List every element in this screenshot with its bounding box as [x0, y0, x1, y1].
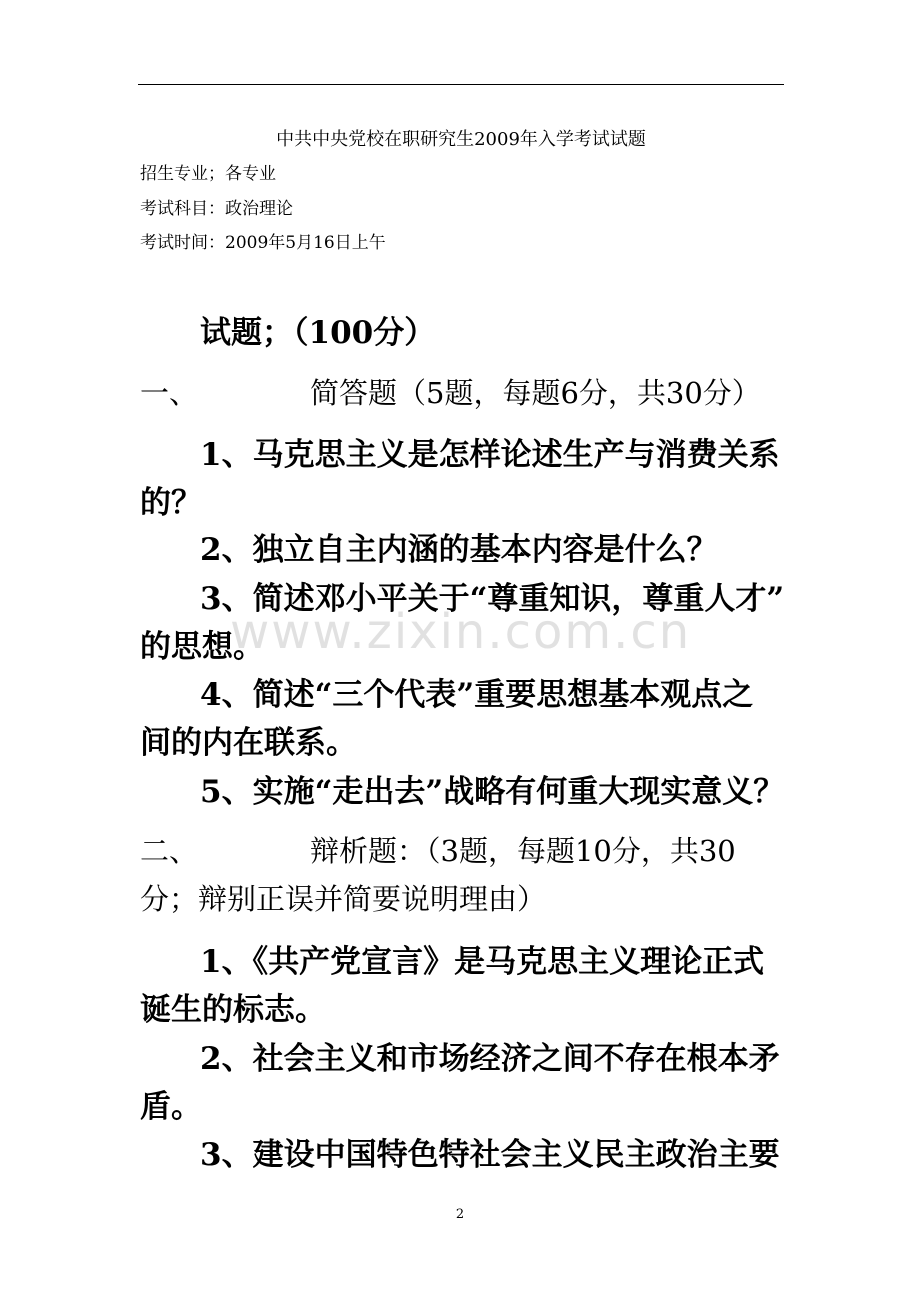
watermark: www.zixin.com.cn [230, 604, 692, 660]
s1-question1-line1: 1、马克思主义是怎样论述生产与消费关系 [200, 437, 780, 473]
time-line: 考试时间：2009年5月16日上午 [140, 233, 386, 253]
section2-label: 二、 [140, 834, 199, 868]
s1-question2: 2、独立自主内涵的基本内容是什么？ [200, 532, 718, 568]
page-number: 2 [455, 1207, 465, 1222]
s2-question2-line2: 盾。 [140, 1089, 202, 1125]
section2-title: 辩析题：（3题，每题10分，共30 [310, 834, 736, 868]
subject-line: 考试科目：政治理论 [140, 199, 293, 219]
s2-question1-line2: 诞生的标志。 [140, 992, 326, 1028]
section1-label: 一、 [140, 376, 199, 410]
s1-question3-line1: 3、简述邓小平关于“尊重知识，尊重人才” [200, 581, 785, 617]
s1-question4-line2: 间的内在联系。 [140, 725, 357, 761]
s1-question5: 5、实施“走出去”战略有何重大现实意义？ [200, 774, 785, 810]
s1-question3-line2: 的思想。 [140, 629, 264, 665]
exam-heading: 试题；（100分） [200, 315, 436, 351]
exam-title: 中共中央党校在职研究生2009年入学考试试题 [276, 129, 646, 150]
s1-question4-line1: 4、简述“三个代表”重要思想基本观点之 [200, 677, 754, 713]
header-rule [138, 84, 784, 85]
s1-question1-line2: 的？ [140, 485, 202, 521]
s2-question3-line1: 3、建设中国特色特社会主义民主政治主要 [200, 1137, 780, 1173]
section1-title: 简答题（5题，每题6分，共30分） [310, 376, 761, 410]
section2-title-line2: 分；辩别正误并简要说明理由） [140, 882, 547, 916]
major-line: 招生专业；各专业 [140, 164, 276, 184]
s2-question2-line1: 2、社会主义和市场经济之间不存在根本矛 [200, 1041, 780, 1077]
s2-question1-line1: 1、《共产党宣言》是马克思主义理论正式 [200, 944, 765, 980]
